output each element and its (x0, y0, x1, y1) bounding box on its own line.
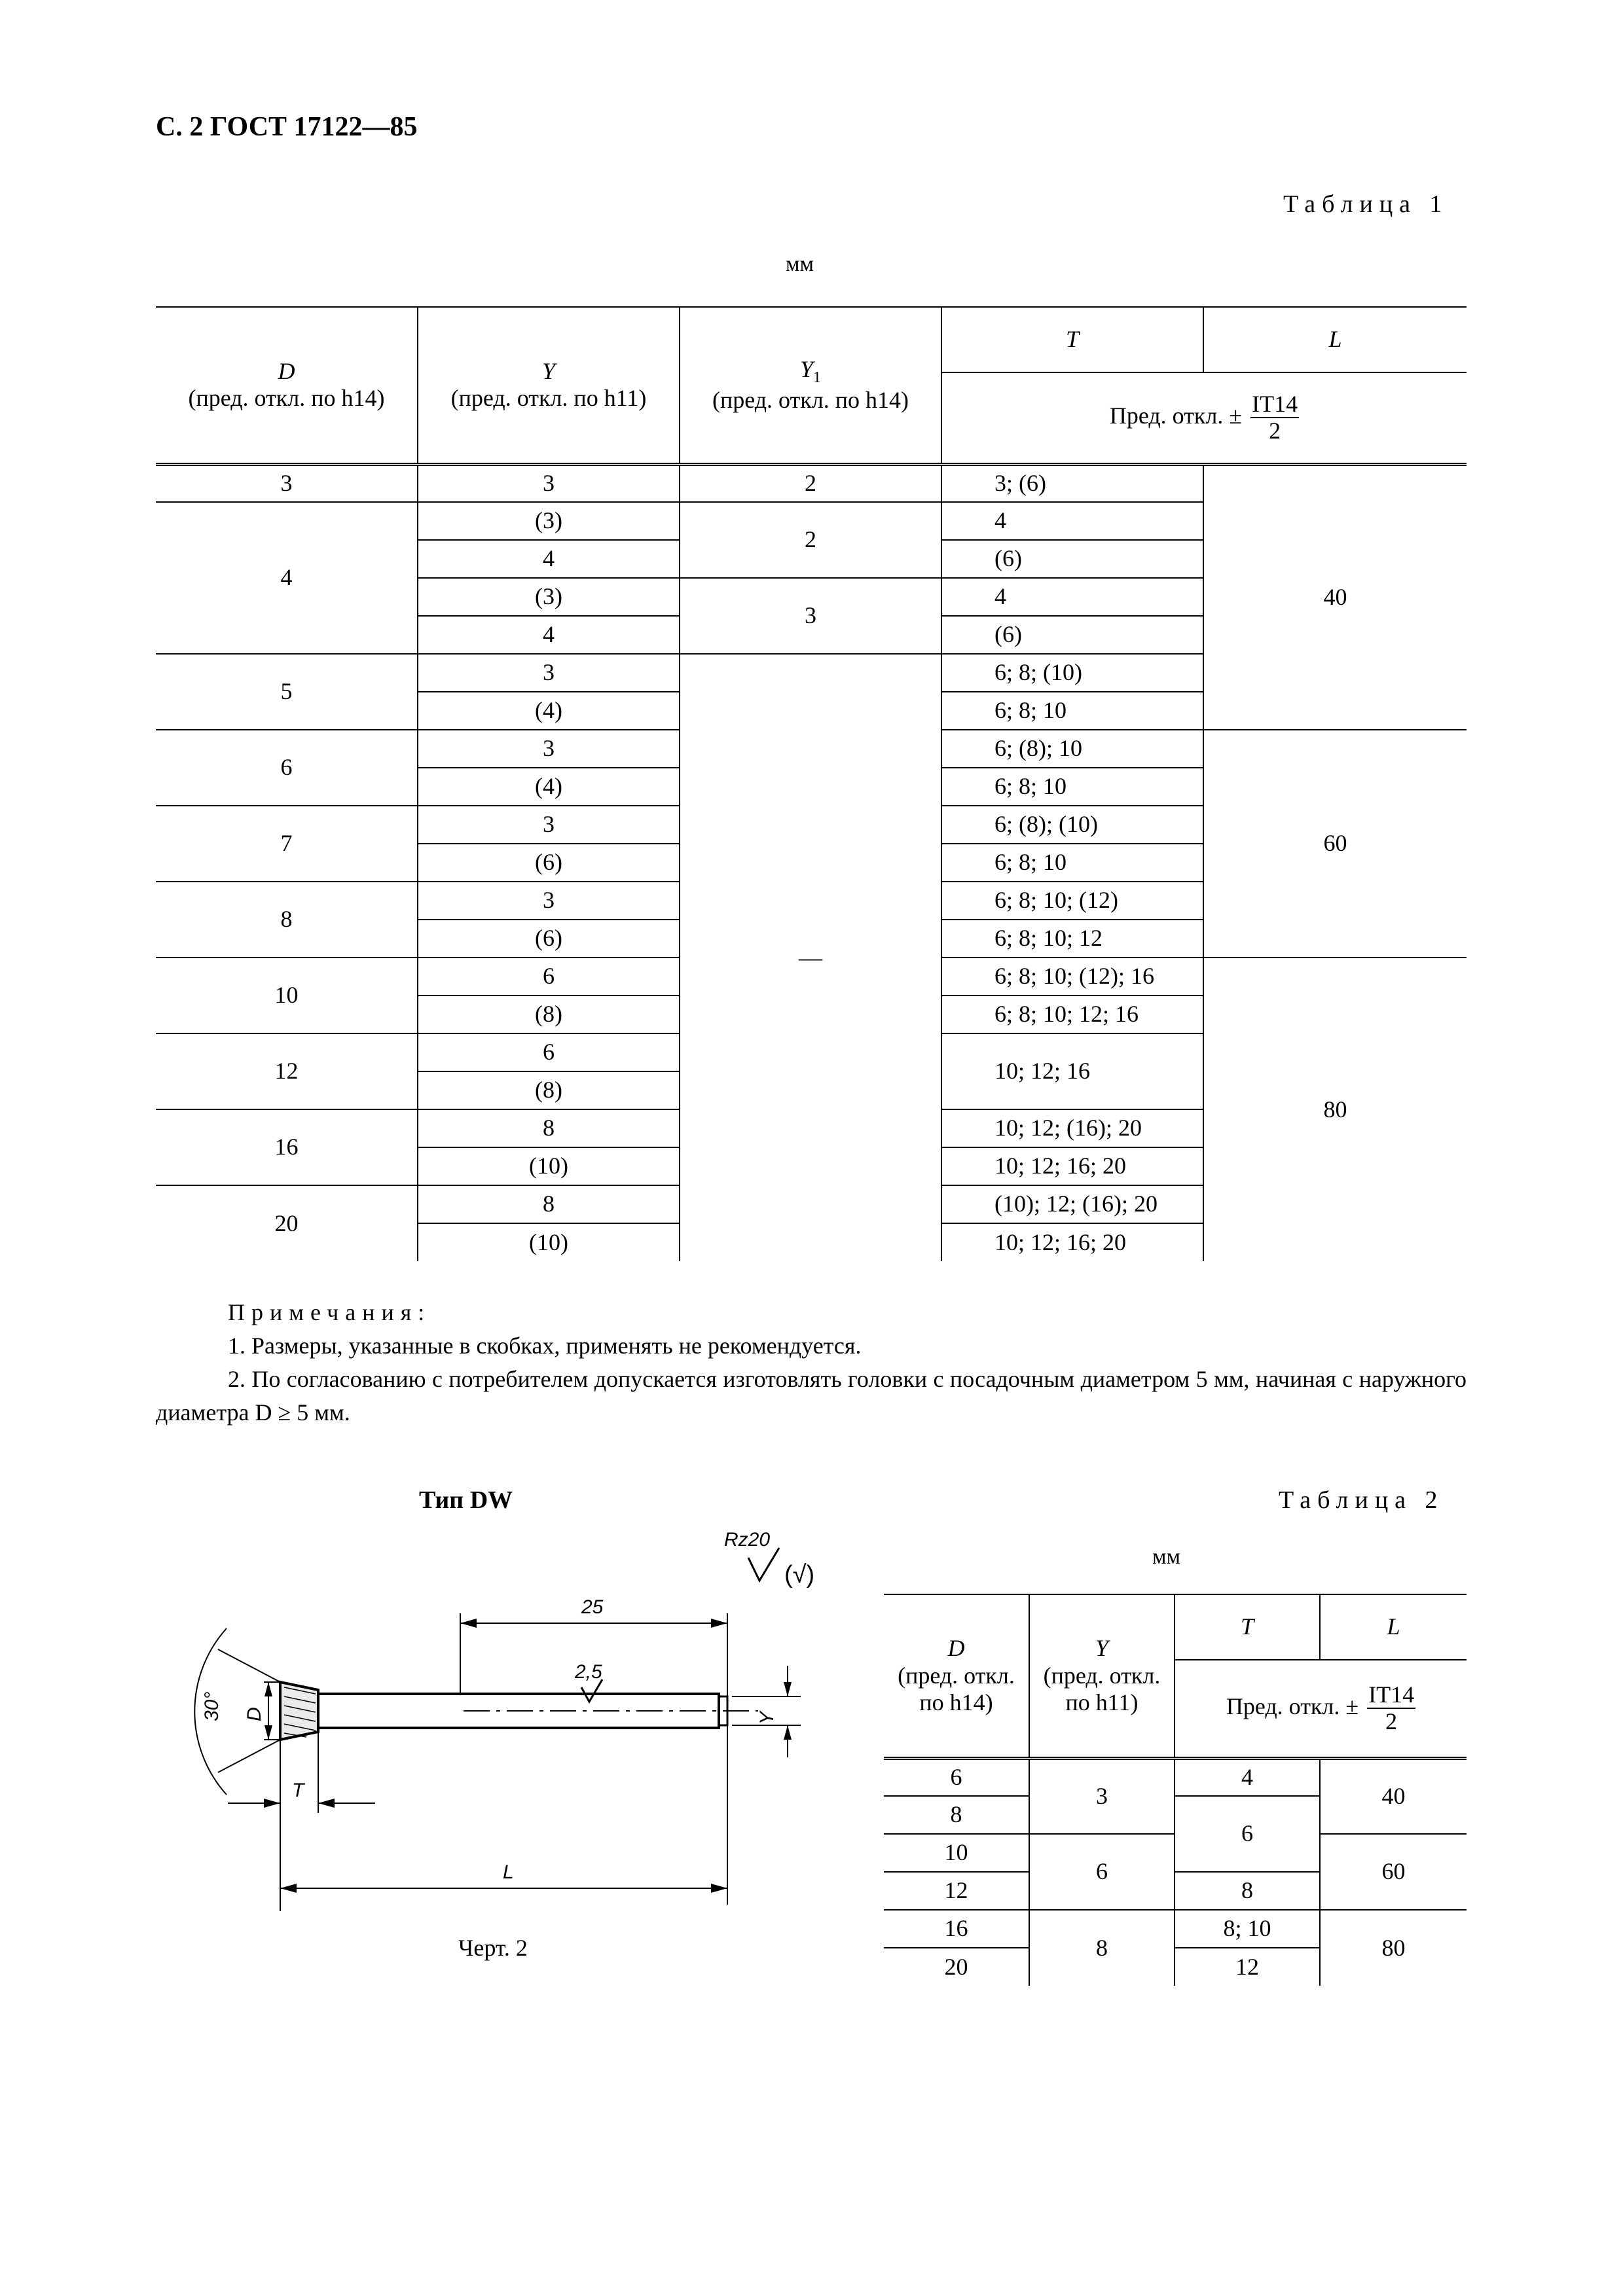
table1-d: 16 (156, 1109, 418, 1185)
table1-y: 3 (418, 730, 680, 768)
table2-t: 6 (1175, 1796, 1320, 1872)
table1-t: 3; (6) (941, 464, 1203, 502)
table2-l: 60 (1320, 1834, 1467, 1910)
table1-t: 6; 8; (10) (941, 654, 1203, 692)
table1-d: 4 (156, 502, 418, 654)
table1-y: 8 (418, 1185, 680, 1223)
shank-roughness-icon (581, 1679, 602, 1702)
table1-y: 3 (418, 806, 680, 844)
table2-y: 3 (1029, 1758, 1175, 1834)
table1-t: 6; 8; 10 (941, 692, 1203, 730)
dim-2-5-label: 2,5 (575, 1661, 602, 1683)
table1-y: (6) (418, 844, 680, 882)
table1-t: 6; 8; 10; (12) (941, 882, 1203, 920)
table1-t: 6; 8; 10; 12 (941, 920, 1203, 958)
table2-t: 8; 10 (1175, 1910, 1320, 1948)
table1-d: 10 (156, 958, 418, 1033)
table2-y: 8 (1029, 1910, 1175, 1986)
table2-d: 6 (884, 1758, 1029, 1796)
drawing-caption: Черт. 2 (458, 1935, 528, 1961)
table1-l: 80 (1323, 1096, 1347, 1122)
note-1: 1. Размеры, указанные в скобках, применять не рекомендуется. (228, 1333, 862, 1359)
table1-d: 5 (156, 654, 418, 730)
table1-y: (8) (418, 1071, 680, 1109)
table1-d: 8 (156, 882, 418, 958)
table1-t: (6) (941, 540, 1203, 578)
table2-d: 10 (884, 1834, 1029, 1872)
table2-header-d: D (пред. откл. по h14) (884, 1594, 1029, 1758)
table1 (156, 306, 1467, 1261)
table1-y1: 2 (680, 502, 941, 578)
dim-y-label: Y (756, 1711, 778, 1725)
table1-y: (4) (418, 692, 680, 730)
table2-t: 12 (1175, 1948, 1320, 1986)
table1-y: (3) (418, 502, 680, 540)
dim-30-label: 30° (201, 1691, 223, 1721)
dim-d-label: D (244, 1707, 265, 1721)
table2-header-t: T (1175, 1594, 1320, 1660)
table2-d: 20 (884, 1948, 1029, 1986)
table1-y: 6 (418, 958, 680, 996)
table2-d: 16 (884, 1910, 1029, 1948)
table2-l: 80 (1381, 1934, 1406, 1961)
table1-l: 40 (1203, 464, 1467, 730)
table1-t: (10); 12; (16); 20 (941, 1185, 1203, 1223)
page-header: С. 2 ГОСТ 17122—85 (156, 112, 418, 142)
table1-header-y: Y (пред. откл. по h11) (418, 307, 680, 464)
table1-t: 6; (8); (10) (941, 806, 1203, 844)
table2-t: 4 (1175, 1758, 1320, 1796)
table1-t: (6) (941, 616, 1203, 654)
table1-d: 6 (156, 730, 418, 806)
table1-t: 6; 8; 10; (12); 16 (941, 958, 1203, 996)
table2-y: 6 (1029, 1834, 1175, 1910)
dim-t-label: T (292, 1780, 304, 1801)
table1-y: 4 (418, 540, 680, 578)
type-dw-drawing (156, 1518, 889, 1911)
table2-l: 40 (1320, 1758, 1467, 1834)
table1-y: 6 (418, 1033, 680, 1071)
table1-y1-dash: — (680, 654, 941, 1261)
drawing-title: Тип DW (419, 1486, 513, 1514)
table1-y: 3 (418, 882, 680, 920)
table1-y: (3) (418, 578, 680, 616)
dim-25-label: 25 (581, 1596, 604, 1618)
table1-d: 3 (156, 464, 418, 502)
table1-t: 10; 12; 16; 20 (941, 1223, 1203, 1261)
table1-caption: Таблица 1 (1283, 190, 1449, 218)
table1-y: 4 (418, 616, 680, 654)
table2 (884, 1594, 1467, 1986)
table1-y: (6) (418, 920, 680, 958)
table2-tolerance: Пред. откл. ± $\frac{IT14}{2}$ (1226, 1681, 1415, 1735)
table1-t: 4 (941, 578, 1203, 616)
table2-d: 8 (884, 1796, 1029, 1834)
table2-t: 8 (1175, 1872, 1320, 1910)
table1-y: 3 (418, 464, 680, 502)
roughness-check-icon (748, 1548, 779, 1581)
table2-units: мм (1152, 1545, 1181, 1569)
table1-d: 12 (156, 1033, 418, 1109)
table2-header-l: L (1320, 1594, 1467, 1660)
table1-tolerance: Пред. откл. ± $\frac{IT14}{2}$ (1109, 390, 1298, 444)
table1-t: 4 (941, 502, 1203, 540)
table1-t: 6; 8; 10 (941, 768, 1203, 806)
table1-y: (4) (418, 768, 680, 806)
table2-caption: Таблица 2 (1279, 1486, 1444, 1514)
table1-l: 60 (1203, 730, 1467, 958)
roughness-paren-label: (√) (784, 1561, 815, 1588)
dim-l-label: L (503, 1861, 514, 1883)
table1-y: (8) (418, 996, 680, 1033)
table1-y: (10) (418, 1223, 680, 1261)
table1-header-d: D (пред. откл. по h14) (156, 307, 418, 464)
table1-d: 20 (156, 1185, 418, 1261)
table2-d: 12 (884, 1872, 1029, 1910)
table1-header-y1: $Y_1$ (пред. откл. по h14) (680, 307, 941, 464)
table1-t: 10; 12; 16 (941, 1033, 1203, 1109)
table1-y: (10) (418, 1147, 680, 1185)
notes-title: Примечания: (228, 1299, 431, 1325)
table1-y: 3 (418, 654, 680, 692)
table1-units: мм (786, 252, 814, 276)
note-2: 2. По согласованию с потребителем допускается изготовлять головки с посадочным диаметром 5 мм, начиная с наружного диаметра D ≥ 5 мм. (156, 1366, 1467, 1426)
notes (156, 1296, 1467, 1429)
table1-t: 6; 8; 10 (941, 844, 1203, 882)
table2-header-y: Y (пред. откл. по h11) (1029, 1594, 1175, 1758)
table1-y1: 3 (680, 578, 941, 654)
table1-y: 8 (418, 1109, 680, 1147)
table1-header-l: L (1203, 307, 1467, 372)
table1-t: 10; 12; 16; 20 (941, 1147, 1203, 1185)
roughness-rz20-label: Rz20 (724, 1529, 771, 1551)
table1-d: 7 (156, 806, 418, 882)
table1-header-t: T (941, 307, 1203, 372)
table1-t: 6; 8; 10; 12; 16 (941, 996, 1203, 1033)
table1-t: 6; (8); 10 (941, 730, 1203, 768)
table1-y1: 2 (680, 464, 941, 502)
table1-t: 10; 12; (16); 20 (941, 1109, 1203, 1147)
